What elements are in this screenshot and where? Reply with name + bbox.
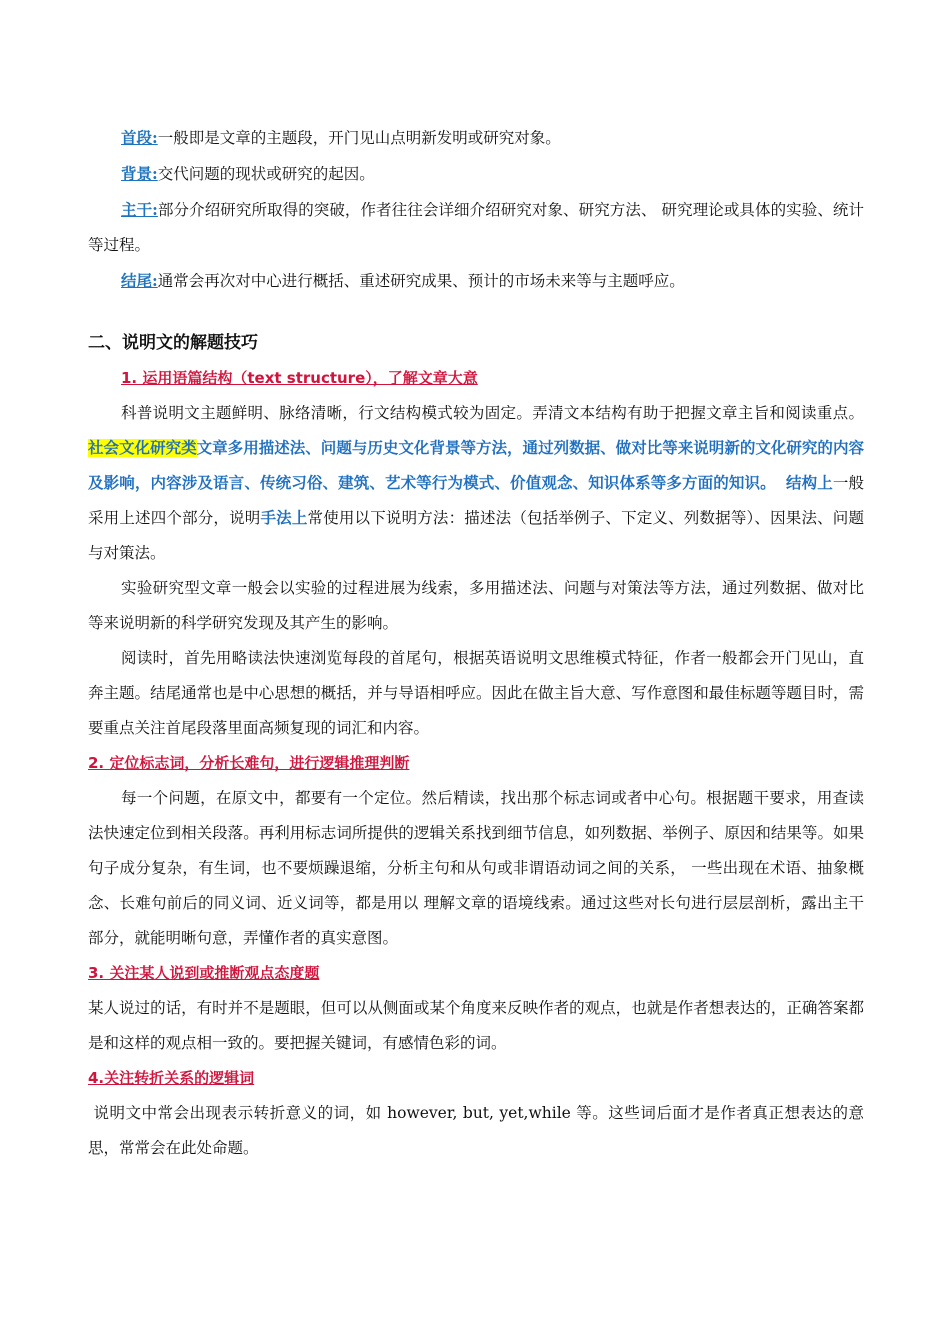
para-reading: 阅读时，首先用略读法快速浏览每段的首尾句，根据英语说明文思维模式特征，作者一般都会开门见山，直奔主题。结尾通常也是中心思想的概括，并与导语相呼应。因此在做主旨大意、写作意图和最佳标题等题目时，需要重点关注首尾段落里面高频复现的词汇和内容。 [88,649,864,737]
section-heading: 二、说明文的解题技巧 [88,333,258,353]
label-body: 主干: [121,200,158,219]
label-background: 背景: [121,164,158,183]
document-page [88,120,864,1166]
para-opinion: 某人说过的话，有时并不是题眼，但可以从侧面或某个角度来反映作者的观点，也就是作者想表达的，正确答案都是和这样的观点相一致的。要把握关键词，有感情色彩的词。 [88,999,864,1052]
highlight-social-culture: 社会文化研究类 [88,439,197,457]
subheading-4: 4.关注转折关系的逻辑词 [88,1069,255,1087]
subheading-1: 1. 运用语篇结构（text structure），了解文章大意 [121,369,478,387]
para-locate: 每一个问题，在原文中，都要有一个定位。然后精读，找出那个标志词或者中心句。根据题干要求，用查读法快速定位到相关段落。再利用标志词所提供的逻辑关系找到细节信息，如列数据、举例子、原因和结果等。如果句子成分复杂，有生词，也不要烦躁退缩，分析主句和从句或非谓语动词之间的关系， 一些出现在术语、抽象概念、长难句前后的同义词、近义词等，都是用以 理解文章的语境线索。通过这些对长句进行层层剖析，露出主干部分，就能明晰句意，弄懂作者的真实意图。 [88,789,864,947]
subheading-3: 3. 关注某人说到或推断观点态度题 [88,964,320,982]
label-first-section: 首段: [121,128,158,147]
label-ending: 结尾: [121,271,158,290]
para-ending: 结尾:通常会再次对中心进行概括、重述研究成果、预计的市场未来等与主题呼应。 [121,271,685,290]
para-text-structure: 科普说明文主题鲜明、脉络清晰，行文结构模式较为固定。弄清文本结构有助于把握文章主旨和阅读重点。社会文化研究类文章多用描述法、问题与历史文化背景等方法，通过列数据、做对比等来说明新的文化研究的内容及影响，内容涉及语言、传统习俗、建筑、艺术等行为模式、价值观念、知识体系等多方面的知识。 结构上一般采用上述四个部分，说明手法上常使用以下说明方法：描述法（包括举例子、下定义、列数据等）、因果法、问题与对策法。 [88,404,864,562]
para-body: 主干:部分介绍研究所取得的突破，作者往往会详细介绍研究对象、研究方法、 研究理论或具体的实验、统计等过程。 [88,200,864,254]
para-first-section: 首段:一般即是文章的主题段，开门见山点明新发明或研究对象。 [121,128,561,147]
para-transition: 说明文中常会出现表示转折意义的词，如 however, but, yet,while 等。这些词后面才是作者真正想表达的意思，常常会在此处命题。 [88,1104,864,1157]
subheading-2: 2. 定位标志词，分析长难句，进行逻辑推理判断 [88,754,410,772]
para-background: 背景:交代问题的现状或研究的起因。 [121,164,375,183]
para-experiment: 实验研究型文章一般会以实验的过程进展为线索，多用描述法、问题与对策法等方法，通过列数据、做对比等来说明新的科学研究发现及其产生的影响。 [88,579,864,632]
